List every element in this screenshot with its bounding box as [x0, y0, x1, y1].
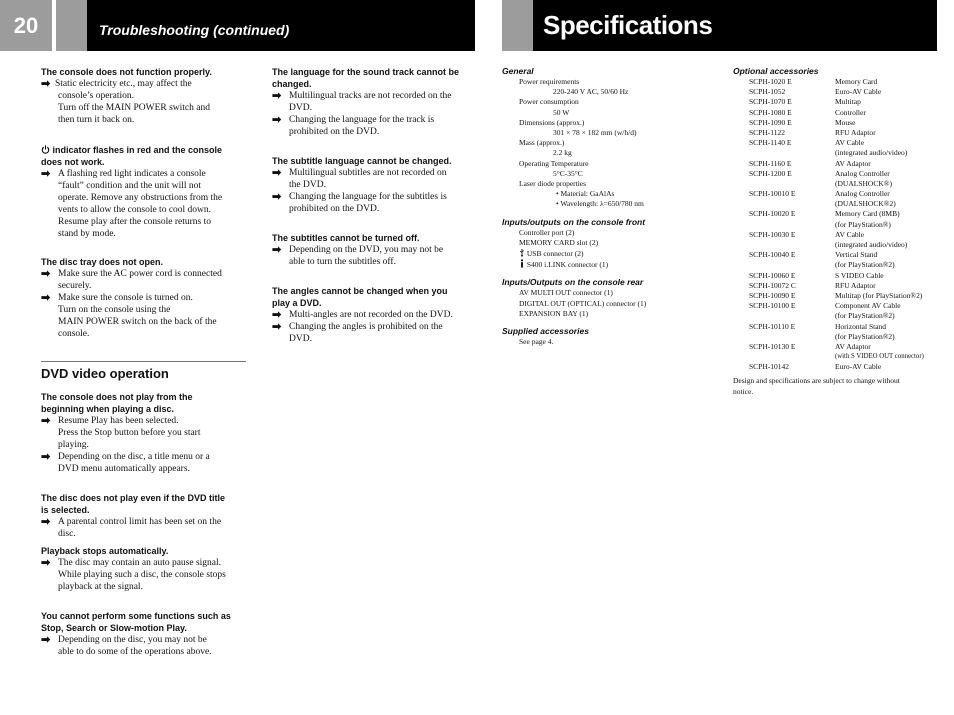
- accessory-row: [733, 169, 943, 179]
- right-arrow-icon: ➡: [272, 114, 282, 126]
- answer: ➡ Make sure the console is turned on.: [41, 292, 193, 304]
- accessory-description: AV Cable: [835, 138, 865, 148]
- usb-icon: [519, 248, 525, 257]
- spec-label: Dimensions (approx.): [519, 117, 585, 127]
- answer: ➡ Depending on the disc, a title menu or a: [41, 451, 210, 463]
- question: The subtitle language cannot be changed.: [272, 156, 452, 166]
- accessory-row: [733, 362, 943, 372]
- accessory-model: SCPH-10020 E: [749, 209, 796, 219]
- accessory-row: [733, 87, 943, 97]
- answer: ➡ Resume Play has been selected.: [41, 415, 179, 427]
- accessory-sub-row: [733, 148, 943, 158]
- accessory-model: SCPH-10060 E: [749, 270, 796, 280]
- accessory-sub-row: [733, 260, 943, 270]
- accessory-model: SCPH-1160 E: [749, 158, 792, 168]
- accessory-description: Vertical Stand: [835, 250, 878, 260]
- spec-heading-general: General: [502, 66, 534, 76]
- answer-cont: While playing such a disc, the console stops: [58, 570, 226, 580]
- spec-item: See page 4.: [519, 337, 554, 347]
- accessory-description: RFU Adaptor: [835, 280, 876, 290]
- accessory-model: SCPH-10030 E: [749, 229, 796, 239]
- right-arrow-icon: ➡: [41, 634, 51, 646]
- answer: ➡ A flashing red light indicates a console: [41, 168, 206, 180]
- question-cont: play a DVD.: [272, 298, 322, 308]
- answer: ➡ Multi-angles are not recorded on the DVD.: [272, 309, 453, 321]
- answer-cont: playback at the signal.: [58, 582, 143, 592]
- accessory-row: [733, 342, 943, 352]
- accessory-description: AV Cable: [835, 229, 865, 239]
- header-tab-left: [56, 0, 87, 51]
- answer: ➡ Changing the angles is prohibited on the: [272, 321, 443, 333]
- accessory-sub-description: (with S VIDEO OUT connector): [835, 353, 924, 361]
- accessory-sub-row: [733, 352, 943, 362]
- accessory-description: Horizontal Stand: [835, 321, 887, 331]
- spec-value: 5°C-35°C: [553, 168, 583, 178]
- right-arrow-icon: ➡: [41, 451, 51, 463]
- accessory-row: [733, 189, 943, 199]
- right-arrow-icon: ➡: [272, 244, 282, 256]
- answer-cont: disc.: [58, 529, 76, 539]
- section-heading: DVD video operation: [41, 361, 246, 383]
- accessory-sub-description: (DUALSHOCK®): [835, 178, 892, 188]
- question-cont: does not work.: [41, 157, 105, 167]
- right-arrow-icon: ➡: [41, 415, 51, 427]
- accessory-model: SCPH-10090 E: [749, 290, 796, 300]
- power-standby-icon: [41, 145, 50, 154]
- spec-label: Operating Temperature: [519, 158, 589, 168]
- accessory-sub-description: (integrated audio/video): [835, 240, 908, 249]
- accessory-row: [733, 322, 943, 332]
- ilink-icon: [519, 259, 525, 268]
- accessory-model: SCPH-1080 E: [749, 107, 792, 117]
- spec-item: Controller port (2): [519, 227, 575, 237]
- accessory-row: [733, 118, 943, 128]
- answer-cont: MAIN POWER switch on the back of the: [58, 317, 217, 327]
- accessory-sub-description: (for PlayStation®2): [835, 260, 895, 270]
- question: The console does not function properly.: [41, 67, 212, 77]
- answer: ➡ Changing the language for the subtitles is: [272, 191, 447, 203]
- spec-heading-supplied: Supplied accessories: [502, 326, 589, 337]
- answer: ➡ A parental control limit has been set on the: [41, 516, 222, 528]
- accessory-sub-row: [733, 240, 943, 250]
- accessory-list: [733, 77, 943, 372]
- accessory-description: Controller: [835, 107, 866, 117]
- accessory-model: SCPH-1090 E: [749, 117, 792, 127]
- question-cont: Stop, Search or Slow-motion Play.: [41, 623, 187, 633]
- accessory-description: Component AV Cable: [835, 301, 901, 311]
- answer-cont: DVD menu automatically appears.: [58, 464, 190, 474]
- accessory-row: [733, 159, 943, 169]
- header-bar-right: [533, 0, 937, 51]
- section-title-left: Troubleshooting (continued): [99, 22, 290, 38]
- accessory-description: Analog Controller: [835, 168, 890, 178]
- right-arrow-icon: ➡: [272, 321, 282, 333]
- page-number: 20: [0, 0, 52, 51]
- spec-item: EXPANSION BAY (1): [519, 308, 589, 318]
- accessory-sub-row: [733, 220, 943, 230]
- accessory-model: SCPH-1052: [749, 87, 786, 97]
- spec-heading-optional: Optional accessories: [733, 66, 819, 76]
- accessory-row: [733, 138, 943, 148]
- accessory-description: Multitap: [835, 97, 861, 107]
- accessory-sub-row: [733, 332, 943, 342]
- spec-bullet: • Wavelength: λ=650/780 nm: [556, 199, 644, 209]
- answer-cont: vents to allow the console to cool down.: [58, 205, 212, 215]
- spec-heading-rear: Inputs/Outputs on the console rear: [502, 277, 644, 288]
- accessory-description: Memory Card (8MB): [835, 209, 900, 219]
- spec-label: Power requirements: [519, 77, 580, 86]
- accessory-sub-description: (for PlayStation®): [835, 219, 891, 229]
- right-arrow-icon: ➡: [41, 268, 51, 280]
- question-cont: beginning when playing a disc.: [41, 404, 175, 414]
- accessory-row: [733, 281, 943, 291]
- header-tab-right: [502, 0, 533, 51]
- answer: ➡ Depending on the disc, you may not be: [41, 634, 207, 646]
- right-arrow-icon: ➡: [272, 167, 282, 179]
- question: The angles cannot be changed when you: [272, 286, 448, 296]
- accessory-row: [733, 108, 943, 118]
- answer-cont: able to turn the subtitles off.: [289, 257, 396, 267]
- accessory-row: [733, 250, 943, 260]
- question: Playback stops automatically.: [41, 546, 169, 556]
- question: The console does not play from the: [41, 392, 193, 402]
- question-cont: is selected.: [41, 505, 90, 515]
- spec-item: MEMORY CARD slot (2): [519, 237, 599, 247]
- answer-cont: “fault” condition and the unit will not: [58, 181, 201, 191]
- accessory-description: AV Adaptor: [835, 158, 871, 168]
- accessory-description: Euro-AV Cable: [835, 87, 882, 97]
- question: You cannot perform some functions such as: [41, 611, 231, 621]
- accessory-description: Euro-AV Cable: [835, 362, 882, 372]
- right-arrow-icon: ➡: [41, 78, 51, 90]
- right-arrow-icon: ➡: [41, 292, 51, 304]
- accessory-sub-description: (for PlayStation®2): [835, 331, 895, 341]
- answer-cont: prohibited on the DVD.: [289, 204, 380, 214]
- accessory-model: SCPH-1200 E: [749, 168, 792, 178]
- accessory-row: [733, 128, 943, 138]
- accessory-description: Analog Controller: [835, 189, 890, 199]
- spec-value: 2.2 kg: [553, 148, 572, 158]
- right-arrow-icon: ➡: [41, 557, 51, 569]
- answer-cont: Turn off the MAIN POWER switch and: [58, 103, 210, 113]
- answer-cont: prohibited on the DVD.: [289, 127, 380, 137]
- answer-cont: playing.: [58, 440, 89, 450]
- question: The disc does not play even if the DVD title: [41, 493, 226, 503]
- accessory-row: [733, 301, 943, 311]
- answer: ➡ Changing the language for the track is: [272, 114, 435, 126]
- accessory-sub-row: [733, 199, 943, 209]
- answer-cont: operate. Remove any obstructions from the: [58, 193, 223, 203]
- answer-cont: able to do some of the operations above.: [58, 647, 212, 657]
- accessory-model: SCPH-10072 C: [749, 280, 796, 290]
- answer: ➡ Static electricity etc., may affect the: [41, 78, 192, 90]
- right-arrow-icon: ➡: [272, 309, 282, 321]
- answer-cont: DVD.: [289, 103, 312, 113]
- spec-label: Power consumption: [519, 97, 579, 107]
- spec-note: notice.: [733, 386, 754, 396]
- spec-item: S400 i.LINK connector (1): [502, 259, 722, 270]
- answer-cont: securely.: [58, 281, 92, 291]
- spec-heading-front: Inputs/outputs on the console front: [502, 216, 646, 227]
- accessory-row: [733, 271, 943, 281]
- accessory-model: SCPH-1070 E: [749, 97, 792, 107]
- answer-cont: stand by mode.: [58, 229, 116, 239]
- spec-item: DIGITAL OUT (OPTICAL) connector (1): [519, 298, 647, 308]
- accessory-row: [733, 97, 943, 107]
- spec-item: AV MULTI OUT connector (1): [519, 288, 613, 298]
- troubleshooting-col-1: [41, 66, 246, 658]
- accessory-description: Multitap (for PlayStation®2): [835, 290, 923, 300]
- question: The language for the sound track cannot be: [272, 67, 460, 77]
- spec-bullet: • Material: GaAlAs: [556, 189, 615, 199]
- page-title: Specifications: [543, 10, 713, 40]
- accessory-sub-description: (DUALSHOCK®2): [835, 199, 896, 209]
- question: indicator flashes in red and the console: [41, 144, 246, 156]
- right-arrow-icon: ➡: [272, 90, 282, 102]
- right-arrow-icon: ➡: [41, 516, 51, 528]
- spec-note: Design and specifications are subject to change without: [733, 376, 900, 386]
- question: The subtitles cannot be turned off.: [272, 233, 420, 243]
- spec-value: 50 W: [553, 107, 570, 117]
- spec-item: USB connector (2): [502, 248, 722, 259]
- accessory-sub-description: (integrated audio/video): [835, 148, 908, 158]
- answer-cont: Turn on the console using the: [58, 305, 171, 315]
- accessory-description: RFU Adaptor: [835, 127, 876, 137]
- accessory-description: Mouse: [835, 117, 856, 127]
- answer-cont: console’s operation.: [58, 91, 134, 101]
- answer-cont: then turn it back on.: [58, 115, 135, 125]
- spec-label: Mass (approx.): [519, 138, 565, 148]
- accessory-row: [733, 77, 943, 87]
- accessory-sub-description: (for PlayStation®2): [835, 311, 895, 321]
- answer-cont: DVD.: [289, 334, 312, 344]
- right-arrow-icon: ➡: [41, 168, 51, 180]
- answer: ➡ Make sure the AC power cord is connected: [41, 268, 222, 280]
- accessory-model: SCPH-10010 E: [749, 189, 796, 199]
- answer: ➡ Multilingual subtitles are not recorded on: [272, 167, 447, 179]
- spec-value: 220-240 V AC, 50/60 Hz: [553, 87, 629, 97]
- accessory-model: SCPH-1020 E: [749, 77, 792, 86]
- accessory-row: [733, 291, 943, 301]
- answer: ➡ The disc may contain an auto pause signal.: [41, 557, 222, 569]
- accessory-sub-row: [733, 179, 943, 189]
- specifications-col-2: [733, 66, 943, 397]
- accessory-model: SCPH-10142: [749, 362, 790, 372]
- answer-cont: Resume play after the console returns to: [58, 217, 212, 227]
- specifications-col-1: [502, 66, 722, 347]
- spec-value: 301 × 78 × 182 mm (w/h/d): [553, 128, 637, 138]
- question-cont: changed.: [272, 79, 312, 89]
- accessory-model: SCPH-10130 E: [749, 341, 796, 351]
- accessory-model: SCPH-1140 E: [749, 138, 792, 148]
- accessory-model: SCPH-10110 E: [749, 321, 796, 331]
- answer: ➡ Depending on the DVD, you may not be: [272, 244, 444, 256]
- accessory-sub-row: [733, 311, 943, 321]
- answer-cont: the DVD.: [289, 180, 326, 190]
- accessory-description: AV Adaptor: [835, 341, 871, 351]
- answer-cont: console.: [58, 329, 90, 339]
- right-arrow-icon: ➡: [272, 191, 282, 203]
- accessory-model: SCPH-10100 E: [749, 301, 796, 311]
- accessory-description: Memory Card: [835, 77, 878, 86]
- accessory-description: S VIDEO Cable: [835, 270, 884, 280]
- answer-cont: Press the Stop button before you start: [58, 428, 201, 438]
- question: The disc tray does not open.: [41, 257, 164, 267]
- accessory-row: [733, 230, 943, 240]
- answer: ➡ Multilingual tracks are not recorded on the: [272, 90, 452, 102]
- accessory-model: SCPH-1122: [749, 127, 785, 137]
- spec-label: Laser diode properties: [519, 179, 587, 189]
- accessory-model: SCPH-10040 E: [749, 250, 796, 260]
- accessory-row: [733, 209, 943, 219]
- header-bar-left: [87, 0, 475, 51]
- troubleshooting-col-2: [272, 66, 477, 345]
